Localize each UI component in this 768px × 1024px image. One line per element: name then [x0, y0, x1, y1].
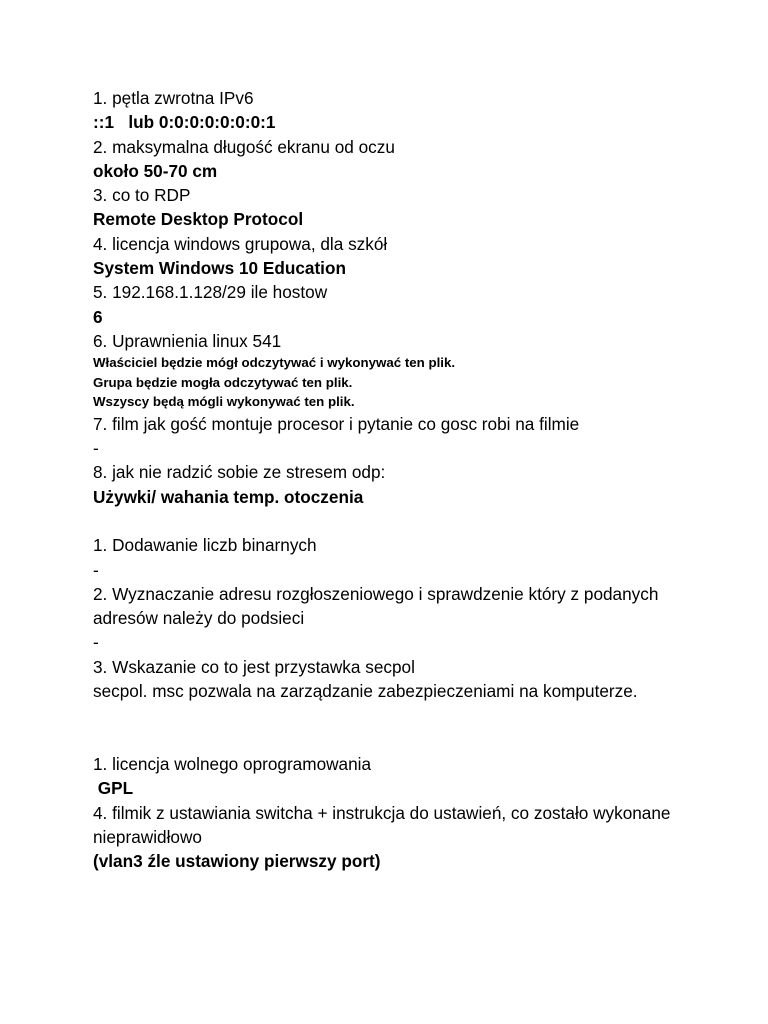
task-3-answer: secpol. msc pozwala na zarządzanie zabezpieczeniami na komputerze.: [93, 681, 638, 702]
spacer: [93, 703, 693, 727]
question-2: 2. maksymalna długość ekranu od oczu: [93, 136, 395, 157]
question-3: 3. co to RDP: [93, 185, 191, 206]
spacer: [93, 509, 693, 533]
task-1: 1. Dodawanie liczb binarnych: [93, 535, 317, 556]
question-4: 4. licencja windows grupowa, dla szkół: [93, 233, 388, 254]
answer-6-others: Wszyscy będą mógli wykonywać ten plik.: [93, 394, 355, 410]
question-7: 7. film jak gość montuje procesor i pytanie co gosc robi na filmie: [93, 413, 580, 434]
answer-4: System Windows 10 Education: [93, 258, 346, 279]
item-4: 4. filmik z ustawiania switcha + instrukcja do ustawień, co zostało wykonane nieprawidłowo: [93, 802, 671, 847]
task-1-answer: -: [93, 559, 99, 580]
question-1: 1. pętla zwrotna IPv6: [93, 88, 254, 108]
task-3: 3. Wskazanie co to jest przystawka secpol: [93, 656, 415, 677]
answer-2: około 50-70 cm: [93, 160, 218, 181]
item-4-answer: (vlan3 źle ustawiony pierwszy port): [93, 851, 381, 872]
item-1-answer: GPL: [93, 778, 134, 799]
task-2-answer: -: [93, 632, 99, 653]
answer-8: Używki/ wahania temp. otoczenia: [93, 486, 364, 507]
question-6: 6. Uprawnienia linux 541: [93, 330, 282, 351]
item-1: 1. licencja wolnego oprogramowania: [93, 753, 372, 774]
answer-5: 6: [93, 306, 103, 327]
answer-6-group: Grupa będzie mogła odczytywać ten plik.: [93, 374, 353, 390]
answer-6-owner: Właściciel będzie mógł odczytywać i wykonywać ten plik.: [93, 355, 456, 371]
spacer: [93, 728, 693, 752]
task-2: 2. Wyznaczanie adresu rozgłoszeniowego i sprawdzenie który z podanych adresów należy do podsieci: [93, 583, 659, 629]
answer-7: -: [93, 438, 99, 459]
question-8: 8. jak nie radzić sobie ze stresem odp:: [93, 462, 386, 483]
answer-3: Remote Desktop Protocol: [93, 209, 304, 230]
answer-1: ::1 lub 0:0:0:0:0:0:0:1: [93, 112, 276, 133]
document-page: [93, 86, 693, 873]
question-5: 5. 192.168.1.128/29 ile hostow: [93, 282, 328, 303]
